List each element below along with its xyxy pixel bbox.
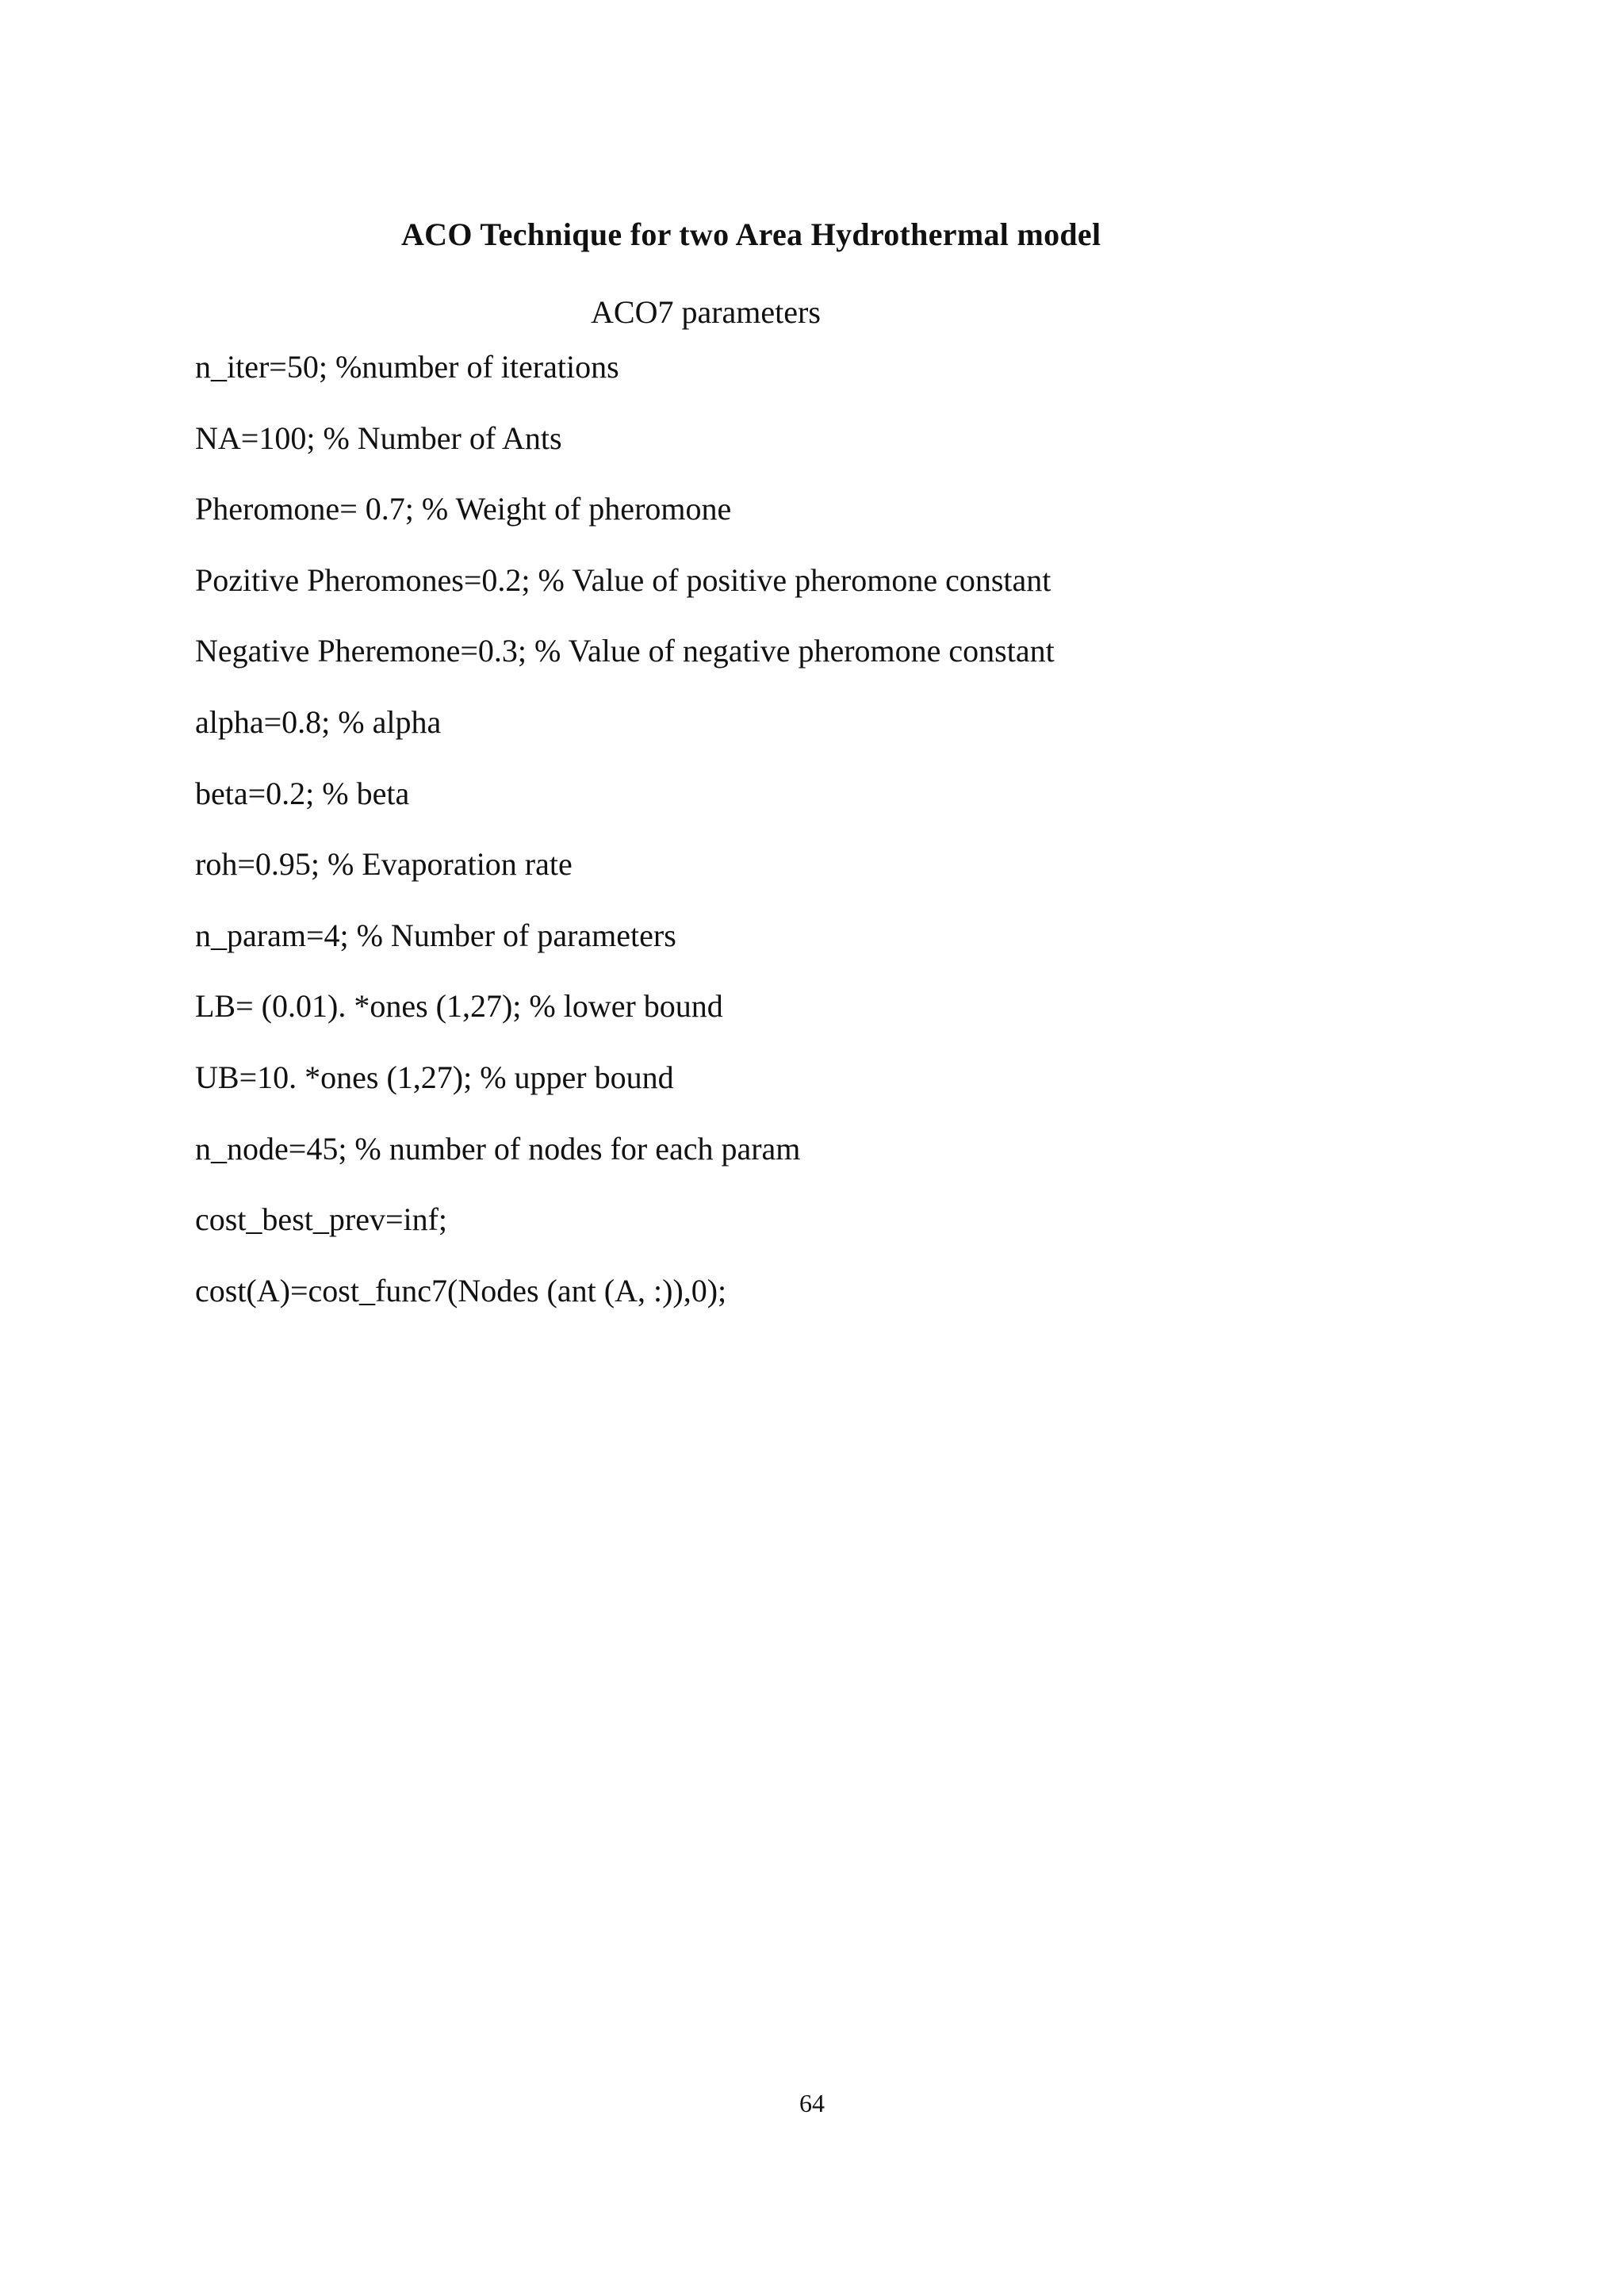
parameter-line: cost(A)=cost_func7(Nodes (ant (A, :)),0); [195, 1272, 727, 1308]
parameter-line: n_param=4; % Number of parameters [195, 917, 676, 953]
parameter-line: roh=0.95; % Evaporation rate [195, 846, 573, 883]
parameter-line: UB=10. *ones (1,27); % upper bound [195, 1059, 674, 1095]
parameters-heading: ACO7 parameters [591, 294, 821, 330]
parameter-line: Pozitive Pheromones=0.2; % Value of positive pheromone constant [195, 561, 1051, 598]
parameter-line: Negative Pheremone=0.3; % Value of negative pheromone constant [195, 633, 1055, 669]
parameter-line: NA=100; % Number of Ants [195, 420, 562, 456]
parameter-line: alpha=0.8; % alpha [195, 703, 442, 740]
document-title: ACO Technique for two Area Hydrothermal model [401, 216, 1101, 252]
parameter-list [195, 347, 1055, 1342]
parameter-line: cost_best_prev=inf; [195, 1201, 448, 1238]
parameter-line: n_node=45; % number of nodes for each param [195, 1130, 801, 1167]
parameter-line: LB= (0.01). *ones (1,27); % lower bound [195, 988, 723, 1025]
parameter-line: n_iter=50; %number of iterations [195, 349, 619, 385]
page-number: 64 [799, 2089, 825, 2117]
parameter-line: beta=0.2; % beta [195, 775, 410, 811]
parameter-line: Pheromone= 0.7; % Weight of pheromone [195, 491, 732, 527]
